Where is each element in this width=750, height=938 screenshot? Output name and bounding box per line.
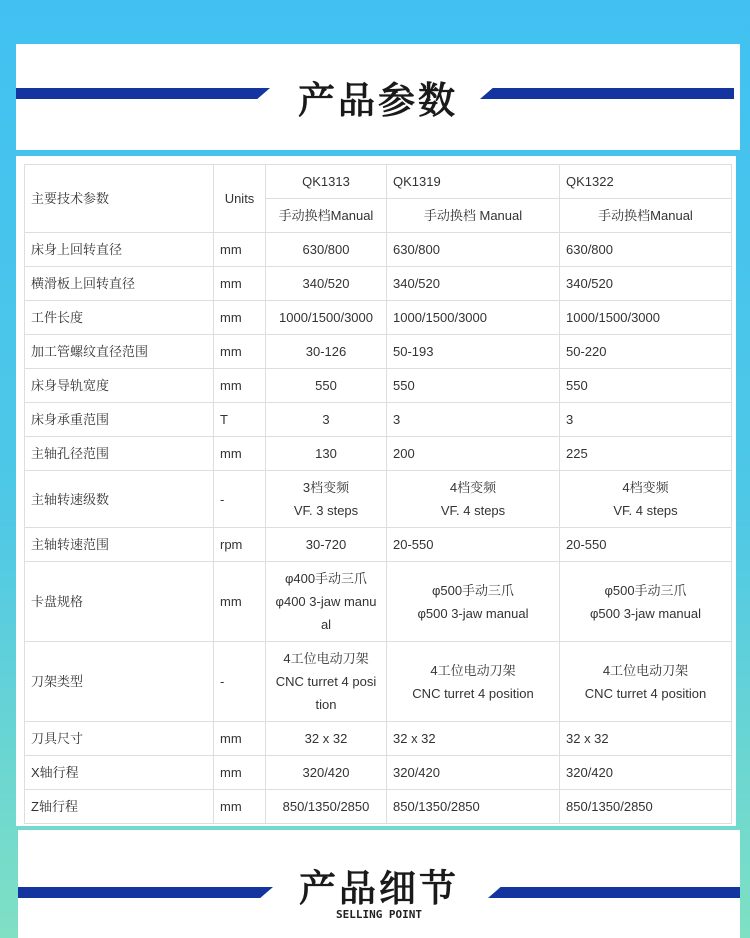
row-value: 130 <box>266 437 387 471</box>
row-unit: rpm <box>214 528 266 562</box>
row-value: 4工位电动刀架 CNC turret 4 position <box>387 642 560 722</box>
row-label: 主轴转速级数 <box>25 471 214 528</box>
row-value: 1000/1500/3000 <box>266 301 387 335</box>
header-gear-type: 手动换档Manual <box>266 199 387 233</box>
table-row <box>25 756 732 790</box>
table-row <box>25 369 732 403</box>
row-value: 32 x 32 <box>387 722 560 756</box>
table-row <box>25 301 732 335</box>
row-value: 3档变频 VF. 3 steps <box>266 471 387 528</box>
row-value: 4工位电动刀架 CNC turret 4 posi tion <box>266 642 387 722</box>
header-param-label: 主要技术参数 <box>25 165 214 233</box>
header-gear-type: 手动换档Manual <box>560 199 732 233</box>
row-value: 4档变频 VF. 4 steps <box>560 471 732 528</box>
header-model-name: QK1322 <box>560 165 732 199</box>
row-label: 刀具尺寸 <box>25 722 214 756</box>
row-label: X轴行程 <box>25 756 214 790</box>
row-value: 320/420 <box>266 756 387 790</box>
row-label: 刀架类型 <box>25 642 214 722</box>
row-value: 50-220 <box>560 335 732 369</box>
row-unit: - <box>214 471 266 528</box>
row-label: Z轴行程 <box>25 790 214 824</box>
row-unit: mm <box>214 267 266 301</box>
row-label: 床身导轨宽度 <box>25 369 214 403</box>
row-label: 床身承重范围 <box>25 403 214 437</box>
row-value: 630/800 <box>387 233 560 267</box>
row-value: 50-193 <box>387 335 560 369</box>
row-value: 20-550 <box>387 528 560 562</box>
decorative-stripe-right <box>480 88 734 99</box>
row-unit: - <box>214 642 266 722</box>
row-unit: mm <box>214 722 266 756</box>
row-value: φ400手动三爪 φ400 3-jaw manu al <box>266 562 387 642</box>
row-value: 550 <box>266 369 387 403</box>
row-value: 200 <box>387 437 560 471</box>
section-subtitle: SELLING POINT <box>335 908 423 921</box>
section-title: 产品参数 <box>298 79 458 122</box>
row-value: 340/520 <box>266 267 387 301</box>
row-value: 850/1350/2850 <box>387 790 560 824</box>
row-value: 3 <box>560 403 732 437</box>
row-value: 320/420 <box>387 756 560 790</box>
row-label: 横滑板上回转直径 <box>25 267 214 301</box>
row-value: 30-126 <box>266 335 387 369</box>
decorative-stripe-right <box>488 887 740 898</box>
row-unit: mm <box>214 562 266 642</box>
header-model-name: QK1319 <box>387 165 560 199</box>
row-label: 主轴孔径范围 <box>25 437 214 471</box>
row-value: 630/800 <box>266 233 387 267</box>
row-value: 3 <box>266 403 387 437</box>
row-label: 床身上回转直径 <box>25 233 214 267</box>
row-value: 850/1350/2850 <box>560 790 732 824</box>
row-label: 主轴转速范围 <box>25 528 214 562</box>
row-value: 4档变频 VF. 4 steps <box>387 471 560 528</box>
table-row <box>25 562 732 642</box>
row-value: φ500手动三爪 φ500 3-jaw manual <box>560 562 732 642</box>
row-label: 卡盘规格 <box>25 562 214 642</box>
table-row <box>25 335 732 369</box>
table-row <box>25 403 732 437</box>
row-value: 20-550 <box>560 528 732 562</box>
row-value: 4工位电动刀架 CNC turret 4 position <box>560 642 732 722</box>
section-title: 产品细节 <box>299 867 459 910</box>
row-value: 1000/1500/3000 <box>560 301 732 335</box>
row-label: 工件长度 <box>25 301 214 335</box>
header-units-label: Units <box>214 165 266 233</box>
table-row <box>25 233 732 267</box>
row-value: 340/520 <box>560 267 732 301</box>
row-unit: mm <box>214 301 266 335</box>
row-unit: mm <box>214 369 266 403</box>
spec-table <box>24 164 732 824</box>
row-value: φ500手动三爪 φ500 3-jaw manual <box>387 562 560 642</box>
table-row <box>25 267 732 301</box>
table-row <box>25 642 732 722</box>
section-header-details <box>18 830 740 938</box>
table-row <box>25 437 732 471</box>
table-row <box>25 722 732 756</box>
row-unit: mm <box>214 790 266 824</box>
row-unit: T <box>214 403 266 437</box>
row-value: 32 x 32 <box>266 722 387 756</box>
row-unit: mm <box>214 437 266 471</box>
row-value: 550 <box>560 369 732 403</box>
spec-table-panel <box>16 156 736 826</box>
table-row <box>25 471 732 528</box>
row-value: 340/520 <box>387 267 560 301</box>
row-label: 加工管螺纹直径范围 <box>25 335 214 369</box>
row-value: 32 x 32 <box>560 722 732 756</box>
row-unit: mm <box>214 233 266 267</box>
row-value: 850/1350/2850 <box>266 790 387 824</box>
row-unit: mm <box>214 756 266 790</box>
section-header-parameters <box>16 44 740 150</box>
row-value: 550 <box>387 369 560 403</box>
row-unit: mm <box>214 335 266 369</box>
table-row <box>25 790 732 824</box>
row-value: 3 <box>387 403 560 437</box>
row-value: 630/800 <box>560 233 732 267</box>
header-model-name: QK1313 <box>266 165 387 199</box>
row-value: 225 <box>560 437 732 471</box>
row-value: 1000/1500/3000 <box>387 301 560 335</box>
table-row <box>25 528 732 562</box>
row-value: 30-720 <box>266 528 387 562</box>
header-gear-type: 手动换档 Manual <box>387 199 560 233</box>
row-value: 320/420 <box>560 756 732 790</box>
